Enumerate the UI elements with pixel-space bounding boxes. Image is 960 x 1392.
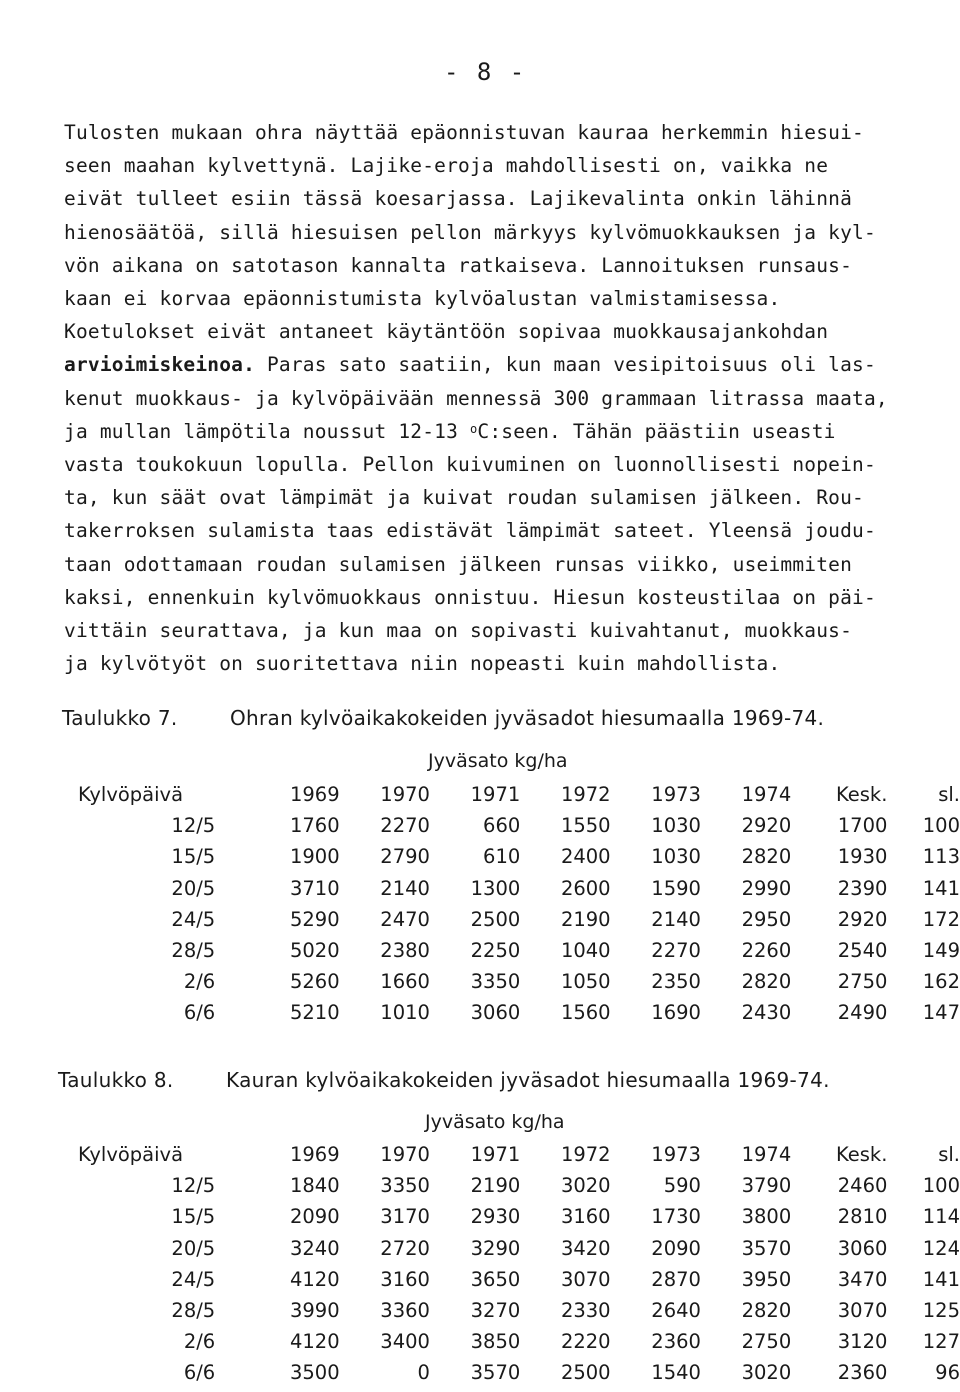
table-cell: 3800: [741, 1205, 792, 1229]
table-cell: 2920: [741, 814, 792, 838]
table-cell: 141: [922, 1267, 960, 1291]
text-line: ja kylvötyöt on suoritettava niin nopeasti kuin mahdollista.: [64, 652, 781, 676]
body-text: [64, 116, 960, 680]
table-cell: 5260: [289, 970, 340, 994]
table-row: [78, 1295, 960, 1326]
table-cell: 2820: [741, 1299, 792, 1323]
table-cell: 2470: [380, 907, 430, 931]
table-cell: 1040: [560, 939, 611, 963]
column-header: Kylvöpäivä: [78, 783, 184, 807]
text-line: kaksi, ennenkuin kylvömuokkaus onnistuu. Hiesun kosteustilaa on päi-: [64, 585, 876, 609]
column-header: sl.: [938, 783, 960, 807]
table-cell: 3570: [470, 1361, 521, 1385]
table-cell: 113: [922, 845, 960, 869]
table-cell: 3160: [380, 1267, 430, 1291]
table-cell: 125: [922, 1299, 960, 1323]
text-line: eivät tulleet esiin tässä koesarjassa. Lajikevalinta onkin lähinnä: [64, 187, 853, 211]
table-7-title: [62, 706, 824, 730]
table-cell: 1690: [651, 1001, 701, 1025]
table-cell: 2190: [470, 1174, 521, 1198]
column-header: 1973: [651, 1143, 701, 1167]
table-7: [78, 779, 960, 1029]
table-cell: 2140: [380, 876, 430, 900]
table-cell: 3060: [470, 1001, 521, 1025]
table-cell: 2930: [470, 1205, 521, 1229]
table-8-unit: Jyväsato kg/ha: [425, 1111, 565, 1133]
table-cell: 3420: [560, 1236, 611, 1260]
table-cell: 590: [663, 1174, 701, 1198]
table-cell: 1050: [560, 970, 611, 994]
table-cell: 114: [922, 1205, 960, 1229]
table-7-label: Taulukko 7.: [62, 706, 178, 730]
text-line: hienosäätöä, sillä hiesuisen pellon märkyys kylvömuokkauksen ja kyl-: [64, 220, 876, 244]
table-cell: 1760: [289, 814, 340, 838]
table-cell: 2360: [837, 1361, 888, 1385]
table-header-row: [78, 779, 960, 810]
table-cell: 1840: [289, 1174, 340, 1198]
table-cell: 2600: [560, 876, 611, 900]
table-cell: 0: [417, 1361, 430, 1385]
table-cell: 5020: [289, 939, 340, 963]
row-label: 12/5: [171, 814, 216, 838]
table-cell: 1900: [289, 845, 340, 869]
table-cell: 1560: [560, 1001, 611, 1025]
table-cell: 1300: [470, 876, 521, 900]
table-cell: 100: [922, 814, 960, 838]
column-header: 1971: [470, 1143, 521, 1167]
table-cell: 1030: [651, 814, 701, 838]
table-cell: 2540: [837, 939, 888, 963]
table-cell: 3070: [560, 1267, 611, 1291]
table-cell: 2790: [380, 845, 430, 869]
table-cell: 2750: [837, 970, 888, 994]
row-label: 28/5: [171, 1299, 216, 1323]
table-cell: 96: [935, 1361, 960, 1385]
column-header: 1970: [380, 783, 430, 807]
column-header: Kesk.: [835, 1143, 888, 1167]
table-cell: 610: [483, 845, 521, 869]
table-cell: 127: [922, 1330, 960, 1354]
row-label: 15/5: [171, 1205, 216, 1229]
table-row: [78, 966, 960, 997]
table-row: [78, 904, 960, 935]
table-cell: 162: [922, 970, 960, 994]
column-header: 1972: [560, 1143, 611, 1167]
table-cell: 3070: [837, 1299, 888, 1323]
row-label: 24/5: [171, 1267, 216, 1291]
table-cell: 2330: [560, 1299, 611, 1323]
table-cell: 2220: [560, 1330, 611, 1354]
table-cell: 2270: [651, 939, 701, 963]
table-cell: 2990: [741, 876, 792, 900]
table-cell: 2500: [560, 1361, 611, 1385]
text-line: vön aikana on satotason kannalta ratkaiseva. Lannoituksen runsaus-: [64, 253, 853, 277]
table-cell: 2190: [560, 907, 611, 931]
table-cell: 3170: [380, 1205, 430, 1229]
table-cell: 149: [922, 939, 960, 963]
table-7-unit: Jyväsato kg/ha: [428, 750, 568, 772]
table-cell: 3120: [837, 1330, 888, 1354]
table-row: [78, 1326, 960, 1357]
row-label: 12/5: [171, 1174, 216, 1198]
table-cell: 3160: [560, 1205, 611, 1229]
table-cell: 2260: [741, 939, 792, 963]
page-number: - 8 -: [444, 58, 527, 86]
table-cell: 2490: [837, 1001, 888, 1025]
table-cell: 1660: [380, 970, 430, 994]
table-row: [78, 810, 960, 841]
text-line: vasta toukokuun lopulla. Pellon kuivuminen on luonnollisesti nopein-: [64, 453, 876, 477]
text-line: kaan ei korvaa epäonnistumista kylvöalustan valmistamisessa.: [64, 287, 781, 311]
table-8-caption: Kauran kylvöaikakokeiden jyväsadot hiesumaalla 1969-74.: [226, 1068, 830, 1092]
text-line: ta, kun säät ovat lämpimät ja kuivat roudan sulamisen jälkeen. Rou-: [64, 486, 864, 510]
table-cell: 1700: [837, 814, 888, 838]
table-cell: 124: [922, 1236, 960, 1260]
table-row: [78, 1201, 960, 1232]
table-row: [78, 1170, 960, 1201]
table-cell: 2640: [651, 1299, 701, 1323]
table-8: [78, 1139, 960, 1389]
degree-sign: o: [469, 421, 478, 436]
table-row: [78, 841, 960, 872]
table-cell: 3350: [380, 1174, 430, 1198]
table-cell: 1010: [380, 1001, 430, 1025]
table-cell: 2140: [651, 907, 701, 931]
table-cell: 2920: [837, 907, 888, 931]
table-cell: 1930: [837, 845, 888, 869]
table-cell: 5290: [289, 907, 340, 931]
table-cell: 3060: [837, 1236, 888, 1260]
row-label: 15/5: [171, 845, 216, 869]
table-cell: 147: [922, 1001, 960, 1025]
text-run: Paras sato saatiin, kun maan vesipitoisuus oli las-: [255, 353, 876, 377]
table-cell: 2820: [741, 970, 792, 994]
table-cell: 3950: [741, 1267, 792, 1291]
table-cell: 1540: [651, 1361, 701, 1385]
paragraph-1: [64, 116, 960, 315]
table-cell: 4120: [289, 1330, 340, 1354]
table-cell: 3020: [560, 1174, 611, 1198]
table-cell: 1590: [651, 876, 701, 900]
table-cell: 2090: [289, 1205, 340, 1229]
row-label: 20/5: [171, 1236, 216, 1260]
text-line: vittäin seurattava, ja kun maa on sopivasti kuivahtanut, muokkaus-: [64, 619, 853, 643]
text-line: taan odottamaan roudan sulamisen jälkeen runsas viikko, useimmiten: [64, 552, 853, 576]
text-line: kenut muokkaus- ja kylvöpäivään mennessä 300 grammaan litrassa maata,: [64, 386, 888, 410]
table-cell: 2390: [837, 876, 888, 900]
table-cell: 141: [922, 876, 960, 900]
table-cell: 3710: [289, 876, 340, 900]
row-label: 20/5: [171, 876, 216, 900]
table-cell: 3850: [470, 1330, 521, 1354]
table-row: [78, 873, 960, 904]
table-header-row: [78, 1139, 960, 1170]
text-line: Koetulokset eivät antaneet käytäntöön sopivaa muokkausajankohdan: [64, 320, 829, 344]
table-cell: 3570: [741, 1236, 792, 1260]
table-cell: 660: [483, 814, 521, 838]
table-cell: 2380: [380, 939, 430, 963]
table-row: [78, 1264, 960, 1295]
column-header: 1972: [560, 783, 611, 807]
table-cell: 3500: [289, 1361, 340, 1385]
table-cell: 1030: [651, 845, 701, 869]
table-cell: 100: [922, 1174, 960, 1198]
column-header: Kesk.: [835, 783, 888, 807]
table-cell: 3020: [741, 1361, 792, 1385]
table-cell: 3650: [470, 1267, 521, 1291]
text-line: takerroksen sulamista taas edistävät lämpimät sateet. Yleensä joudu-: [64, 519, 876, 543]
table-cell: 3990: [289, 1299, 340, 1323]
table-cell: 3290: [470, 1236, 521, 1260]
table-cell: 2750: [741, 1330, 792, 1354]
column-header: 1974: [741, 1143, 792, 1167]
row-label: 2/6: [183, 1330, 216, 1354]
table-cell: 3400: [380, 1330, 430, 1354]
table-cell: 5210: [289, 1001, 340, 1025]
table-cell: 3240: [289, 1236, 340, 1260]
column-header: 1973: [651, 783, 701, 807]
table-cell: 1730: [651, 1205, 701, 1229]
table-cell: 1550: [560, 814, 611, 838]
paragraph-2: [64, 315, 960, 680]
table-row: [78, 1357, 960, 1388]
column-header: 1970: [380, 1143, 430, 1167]
table-cell: 3470: [837, 1267, 888, 1291]
column-header: 1974: [741, 783, 792, 807]
table-cell: 3360: [380, 1299, 430, 1323]
row-label: 28/5: [171, 939, 216, 963]
column-header: sl.: [938, 1143, 960, 1167]
table-cell: 3350: [470, 970, 521, 994]
row-label: 2/6: [183, 970, 216, 994]
table-cell: 2250: [470, 939, 521, 963]
table-cell: 2090: [651, 1236, 701, 1260]
column-header: Kylvöpäivä: [78, 1143, 184, 1167]
table-cell: 4120: [289, 1267, 340, 1291]
text-line: [64, 348, 960, 381]
table-cell: 172: [922, 907, 960, 931]
table-cell: 2500: [470, 907, 521, 931]
table-cell: 2950: [741, 907, 792, 931]
table-cell: 2360: [651, 1330, 701, 1354]
table-cell: 2270: [380, 814, 430, 838]
table-8-label: Taulukko 8.: [58, 1068, 174, 1092]
table-cell: 2870: [651, 1267, 701, 1291]
column-header: 1971: [470, 783, 521, 807]
table-cell: 2350: [651, 970, 701, 994]
text-line: seen maahan kylvettynä. Lajike-eroja mahdollisesti on, vaikka ne: [64, 154, 829, 178]
column-header: 1969: [289, 1143, 340, 1167]
table-cell: 3270: [470, 1299, 521, 1323]
bold-term: arvioimiskeinoa.: [64, 353, 256, 377]
table-cell: 2720: [380, 1236, 430, 1260]
table-cell: 2460: [837, 1174, 888, 1198]
table-8-title: [58, 1068, 830, 1092]
text-line: [64, 415, 960, 448]
table-row: [78, 1233, 960, 1264]
table-cell: 2820: [741, 845, 792, 869]
table-cell: 2430: [741, 1001, 792, 1025]
table-row: [78, 997, 960, 1028]
text-line: Tulosten mukaan ohra näyttää epäonnistuvan kauraa herkemmin hiesui-: [64, 121, 864, 144]
row-label: 24/5: [171, 907, 216, 931]
table-cell: 2400: [560, 845, 611, 869]
column-header: 1969: [289, 783, 340, 807]
row-label: 6/6: [183, 1001, 216, 1025]
table-cell: 3790: [741, 1174, 792, 1198]
text-run: C:seen. Tähän päästiin useasti: [477, 419, 836, 443]
row-label: 6/6: [183, 1361, 216, 1385]
table-cell: 2810: [837, 1205, 888, 1229]
table-7-caption: Ohran kylvöaikakokeiden jyväsadot hiesumaalla 1969-74.: [230, 706, 825, 730]
table-row: [78, 935, 960, 966]
text-run: ja mullan lämpötila noussut 12-13: [64, 419, 470, 443]
